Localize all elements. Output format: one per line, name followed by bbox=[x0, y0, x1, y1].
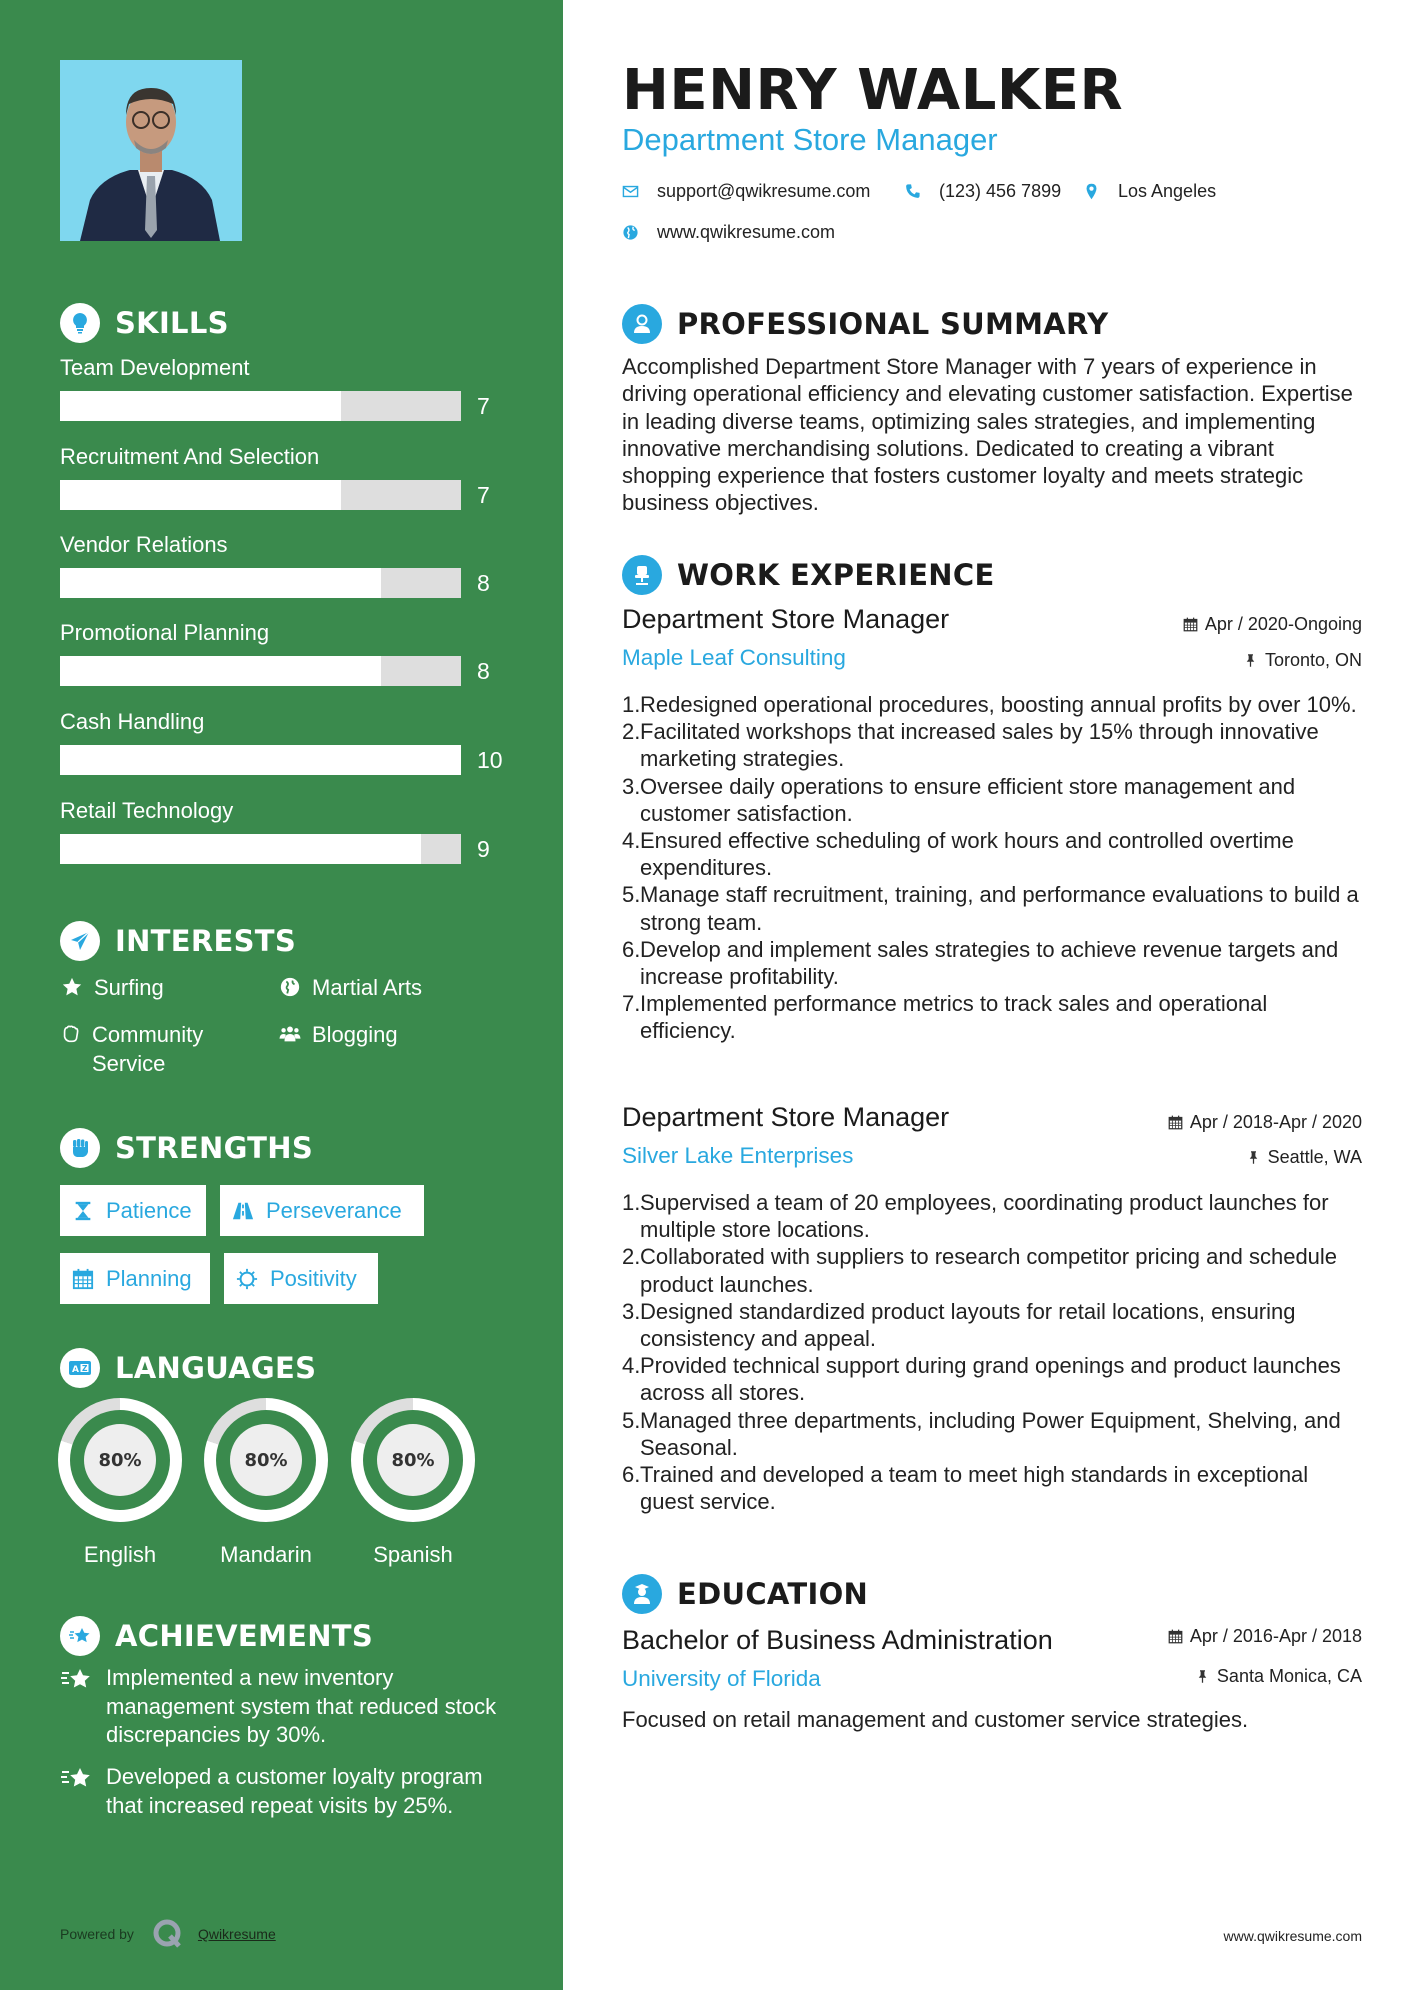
language-percent: 80% bbox=[84, 1424, 156, 1496]
skill-bar bbox=[60, 834, 461, 864]
office-chair-icon bbox=[622, 555, 662, 595]
skill-bar-fill bbox=[60, 745, 461, 775]
translate-icon bbox=[60, 1348, 100, 1388]
job-bullet: 3. Designed standardized product layouts for retail locations, ensuring consistency and appeal. bbox=[622, 1298, 1296, 1352]
map-pin-icon bbox=[1083, 183, 1100, 200]
lightbulb-icon bbox=[60, 303, 100, 343]
skill-label: Vendor Relations bbox=[60, 532, 228, 557]
powered-by-label: Powered by bbox=[60, 1926, 134, 1942]
skill-bar-fill bbox=[60, 834, 421, 864]
skill-value: 10 bbox=[477, 746, 503, 773]
skill-item bbox=[60, 530, 520, 598]
calendar-icon bbox=[1168, 1115, 1183, 1130]
education-dates-text: Apr / 2016-Apr / 2018 bbox=[1189, 1626, 1362, 1646]
skill-item bbox=[60, 707, 520, 775]
job-bullet: 6. Trained and developed a team to meet high standards in exceptional guest service. bbox=[622, 1462, 1309, 1515]
calendar-icon bbox=[1168, 1629, 1183, 1644]
strength-label: Planning bbox=[106, 1265, 192, 1291]
skill-label: Cash Handling bbox=[60, 709, 205, 734]
shooting-star-icon bbox=[60, 1763, 96, 1798]
job-dates bbox=[1183, 614, 1362, 635]
skill-bar bbox=[60, 480, 461, 510]
achievement-text: Implemented a new inventory management system that reduced stock discrepancies by 30%. bbox=[106, 1665, 497, 1747]
sidebar bbox=[0, 0, 563, 1990]
user-icon bbox=[622, 304, 662, 344]
job-title: Department Store Manager bbox=[622, 604, 950, 634]
language-name: Spanish bbox=[373, 1542, 453, 1567]
strength-chip bbox=[220, 1185, 424, 1236]
language-progress-ring bbox=[58, 1398, 182, 1522]
strength-chip bbox=[60, 1253, 210, 1304]
svg-text:Z: Z bbox=[82, 1364, 88, 1373]
calendar-icon bbox=[72, 1268, 94, 1290]
star-icon bbox=[60, 973, 84, 998]
strength-label: Patience bbox=[106, 1197, 192, 1223]
job-bullet: 5. Manage staff recruitment, training, and performance evaluations to build a strong team. bbox=[622, 882, 1359, 935]
fist-icon bbox=[60, 1128, 100, 1168]
phone-icon bbox=[904, 183, 921, 200]
website-text: www.qwikresume.com bbox=[657, 222, 836, 242]
group-icon bbox=[278, 1020, 302, 1045]
interest-label: Martial Arts bbox=[312, 975, 423, 1000]
school-name: University of Florida bbox=[622, 1666, 821, 1691]
language-name: Mandarin bbox=[220, 1542, 312, 1567]
skill-value: 7 bbox=[477, 392, 490, 419]
interest-item bbox=[278, 1020, 398, 1049]
job-bullet: 1. Supervised a team of 20 employees, coordinating product launches for multiple store locations. bbox=[622, 1190, 1329, 1243]
achievement-item bbox=[60, 1664, 520, 1750]
pushpin-icon bbox=[1195, 1669, 1210, 1684]
language-item bbox=[351, 1398, 475, 1568]
job-bullet: 1. Redesigned operational procedures, boosting annual profits by over 10%. bbox=[622, 692, 1357, 717]
job-location-text: Seattle, WA bbox=[1267, 1147, 1362, 1167]
skill-label: Recruitment And Selection bbox=[60, 444, 320, 469]
skill-bar-fill bbox=[60, 391, 341, 421]
experience-heading bbox=[622, 555, 995, 595]
experience-title: WORK EXPERIENCE bbox=[677, 558, 995, 592]
languages-title: LANGUAGES bbox=[115, 1351, 317, 1385]
interests-title: INTERESTS bbox=[115, 924, 297, 958]
skill-label: Retail Technology bbox=[60, 798, 234, 823]
skills-heading bbox=[60, 303, 229, 343]
job-dates-text: Apr / 2018-Apr / 2020 bbox=[1189, 1112, 1362, 1132]
hourglass-icon bbox=[72, 1200, 94, 1222]
skill-bar bbox=[60, 656, 461, 686]
candidate-title: Department Store Manager bbox=[622, 122, 998, 157]
strengths-title: STRENGTHS bbox=[115, 1131, 314, 1165]
strength-chip bbox=[60, 1185, 206, 1236]
strengths-heading bbox=[60, 1128, 313, 1168]
profile-photo bbox=[60, 60, 242, 241]
skill-item bbox=[60, 442, 520, 510]
strength-label: Perseverance bbox=[266, 1197, 402, 1223]
job-bullet: 2. Collaborated with suppliers to research competitor pricing and schedule product launches. bbox=[622, 1244, 1338, 1297]
language-item bbox=[58, 1398, 182, 1568]
strength-chip bbox=[224, 1253, 378, 1304]
job-bullet: 5. Managed three departments, including Power Equipment, Shelving, and Seasonal. bbox=[622, 1407, 1341, 1460]
language-name: English bbox=[83, 1542, 157, 1567]
education-location bbox=[1195, 1666, 1362, 1687]
interest-item bbox=[278, 973, 422, 1002]
job-bullet: 2. Facilitated workshops that increased sales by 15% through innovative marketing strategies. bbox=[622, 719, 1319, 772]
job-bullet: 7. Implemented performance metrics to track sales and operational efficiency. bbox=[622, 991, 1268, 1044]
location-text: Los Angeles bbox=[1118, 181, 1217, 201]
skill-label: Team Development bbox=[60, 355, 250, 380]
skill-bar-fill bbox=[60, 656, 381, 686]
language-item bbox=[204, 1398, 328, 1568]
achievement-text: Developed a customer loyalty program that increased repeat visits by 25%. bbox=[106, 1764, 483, 1818]
job-dates-text: Apr / 2020-Ongoing bbox=[1204, 614, 1362, 634]
globe-icon bbox=[278, 973, 302, 998]
svg-text:A: A bbox=[72, 1365, 79, 1375]
envelope-icon bbox=[622, 183, 639, 200]
job-bullet: 3. Oversee daily operations to ensure efficient store management and customer satisfaction. bbox=[622, 773, 1296, 826]
job-bullet: 6. Develop and implement sales strategies to achieve revenue targets and increase profitability. bbox=[622, 936, 1339, 990]
summary-text: Accomplished Department Store Manager with 7 years of experience in driving operational efficiency and elevating customer satisfaction. Expertise in leading diverse teams, optimizing sales strategies, and implementing innovative merchandising solutions. Dedicated to creating a vibrant shopping experience that fosters customer loyalty and meets strategic business objectives. bbox=[622, 354, 1353, 516]
language-progress-ring bbox=[204, 1398, 328, 1522]
powered-by bbox=[60, 1918, 276, 1950]
interests-heading bbox=[60, 921, 296, 961]
interest-label: Community Service bbox=[92, 1022, 204, 1076]
interest-label: Blogging bbox=[312, 1022, 398, 1047]
education-dates bbox=[1168, 1626, 1362, 1647]
email-text: support@qwikresume.com bbox=[657, 181, 871, 201]
language-percent: 80% bbox=[230, 1424, 302, 1496]
skills-title: SKILLS bbox=[115, 306, 229, 340]
job-company: Silver Lake Enterprises bbox=[622, 1143, 854, 1168]
skill-bar bbox=[60, 391, 461, 421]
paper-plane-icon bbox=[60, 921, 100, 961]
achievement-item bbox=[60, 1763, 520, 1820]
languages-heading bbox=[60, 1348, 316, 1388]
globe-icon bbox=[622, 224, 639, 241]
contact-location bbox=[1083, 181, 1216, 202]
skill-bar-fill bbox=[60, 480, 341, 510]
job-location bbox=[1243, 650, 1362, 671]
skill-value: 7 bbox=[477, 481, 490, 508]
language-progress-ring bbox=[351, 1398, 475, 1522]
skill-bar bbox=[60, 745, 461, 775]
portrait-image bbox=[60, 60, 242, 241]
skill-bar-fill bbox=[60, 568, 381, 598]
skill-value: 9 bbox=[477, 835, 490, 862]
road-icon bbox=[232, 1200, 254, 1222]
phone-text: (123) 456 7899 bbox=[939, 181, 1062, 201]
skill-value: 8 bbox=[477, 657, 490, 684]
job-location bbox=[1246, 1147, 1362, 1168]
skill-label: Promotional Planning bbox=[60, 620, 270, 645]
contact-website[interactable] bbox=[622, 222, 835, 243]
education-description: Focused on retail management and customer service strategies. bbox=[622, 1707, 1249, 1732]
contact-email[interactable] bbox=[622, 181, 870, 202]
job-dates bbox=[1168, 1112, 1362, 1133]
job-bullets bbox=[622, 691, 1362, 1045]
achievements-heading bbox=[60, 1616, 373, 1656]
skill-item bbox=[60, 353, 520, 421]
footer-url[interactable]: www.qwikresume.com bbox=[1223, 1928, 1362, 1944]
interest-label: Surfing bbox=[94, 975, 164, 1000]
skill-bar bbox=[60, 568, 461, 598]
summary-heading bbox=[622, 304, 1108, 344]
education-location-text: Santa Monica, CA bbox=[1216, 1666, 1362, 1686]
summary-title: PROFESSIONAL SUMMARY bbox=[677, 307, 1109, 341]
job-bullets bbox=[622, 1189, 1362, 1515]
education-title: EDUCATION bbox=[677, 1577, 869, 1611]
achievements-title: ACHIEVEMENTS bbox=[115, 1619, 374, 1653]
strength-label: Positivity bbox=[270, 1265, 357, 1291]
interest-item bbox=[60, 973, 164, 1002]
pushpin-icon bbox=[1243, 653, 1258, 668]
job-company: Maple Leaf Consulting bbox=[622, 645, 846, 670]
education-heading bbox=[622, 1574, 868, 1614]
qwikresume-logo-icon bbox=[152, 1918, 184, 1950]
hand-icon bbox=[60, 1020, 82, 1045]
job-title: Department Store Manager bbox=[622, 1102, 950, 1132]
skill-item bbox=[60, 796, 520, 864]
language-percent: 80% bbox=[377, 1424, 449, 1496]
skill-item bbox=[60, 618, 520, 686]
calendar-icon bbox=[1183, 617, 1198, 632]
degree-title: Bachelor of Business Administration bbox=[622, 1625, 1053, 1655]
contact-phone[interactable] bbox=[904, 181, 1061, 202]
sun-icon bbox=[236, 1268, 258, 1290]
interest-item bbox=[60, 1020, 260, 1078]
pushpin-icon bbox=[1246, 1150, 1261, 1165]
job-bullet: 4. Ensured effective scheduling of work hours and controlled overtime expenditures. bbox=[622, 828, 1294, 881]
candidate-name: HENRY WALKER bbox=[622, 58, 1124, 123]
qwikresume-link[interactable]: Qwikresume bbox=[197, 1926, 276, 1942]
skill-value: 8 bbox=[477, 569, 490, 596]
shooting-star-icon bbox=[60, 1616, 100, 1656]
job-bullet: 4. Provided technical support during grand openings and product launches across all stores. bbox=[622, 1353, 1341, 1406]
graduate-icon bbox=[622, 1574, 662, 1614]
job-location-text: Toronto, ON bbox=[1264, 650, 1362, 670]
shooting-star-icon bbox=[60, 1664, 96, 1699]
